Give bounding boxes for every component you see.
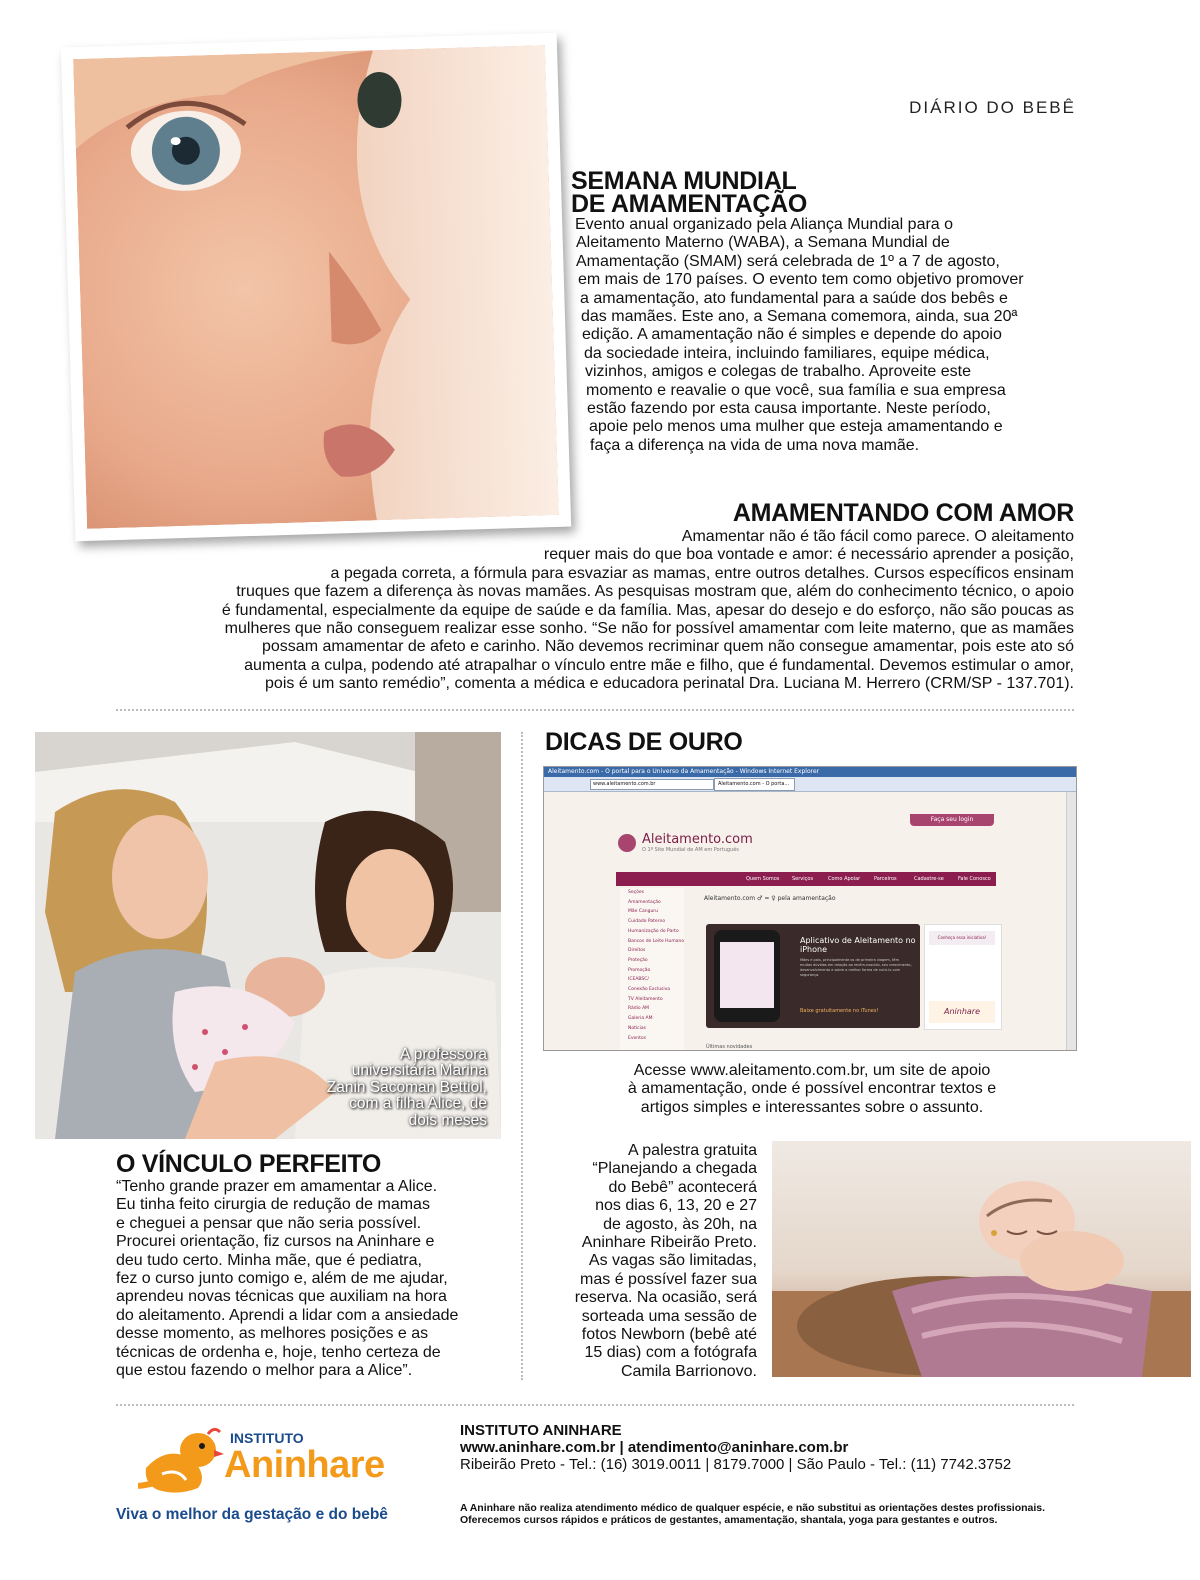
text-line: à amamentação, onde é possível encontrar textos e	[627, 1080, 997, 1098]
site-brand: Aleitamento.com	[642, 832, 753, 847]
text-line: truques que fazem a diferença às novas mamães. As pesquisas mostram que, além do conhecimento técnico, o apoio	[236, 583, 1074, 601]
palestra-text	[556, 1142, 757, 1381]
text-line: das mamães. Este ano, a Semana comemora, ainda, sua 20ª	[581, 308, 1018, 326]
site-nav-item: Serviços	[792, 876, 814, 882]
phone-icon	[714, 930, 780, 1022]
text-line: do aleitamento. Aprendi a lidar com a ansiedade	[116, 1306, 459, 1324]
semana-title-line-1: SEMANA MUNDIAL	[571, 167, 797, 195]
text-line: A palestra gratuita	[628, 1142, 757, 1159]
newborn-photo	[772, 1141, 1191, 1377]
logo-instituto: INSTITUTO	[230, 1430, 304, 1446]
divider	[116, 709, 1074, 711]
text-line: mas é possível fazer sua	[580, 1270, 757, 1288]
footer-title: INSTITUTO ANINHARE	[460, 1422, 622, 1439]
site-sidebar-item: Amamentação	[628, 899, 661, 905]
site-app-banner	[706, 924, 920, 1028]
site-sidebar-item: Rádio AM	[628, 1006, 650, 1012]
text-line: e cheguei a pensar que não seria possível.	[116, 1214, 422, 1232]
text-line: deu tudo certo. Minha mãe, que é pediatra,	[116, 1251, 422, 1269]
amamentando-text	[120, 528, 1074, 694]
site-nav-item: Como Apoiar	[828, 876, 861, 882]
breastfeeding-closeup-photo	[61, 33, 571, 541]
caption-line: universitária Marina	[351, 1062, 487, 1079]
amamentando-title: AMAMENTANDO COM AMOR	[732, 499, 1074, 527]
site-sidebar-item: Cuidado Paterno	[628, 919, 666, 925]
text-line: da sociedade inteira, incluindo familiares, equipe médica,	[584, 344, 990, 362]
text-line: requer mais do que boa vontade e amor: é necessário aprender a posição,	[543, 546, 1074, 564]
disclaimer-line: Oferecemos cursos rápidos e práticos de gestantes, amamentação, shantala, yoga para gestantes e outros.	[460, 1514, 998, 1526]
footer-web-line: www.aninhare.com.br | atendimento@aninhare.com.br	[460, 1439, 849, 1456]
disclaimer-line: A Aninhare não realiza atendimento médico de qualquer espécie, e não substitui as orientações destes profissionais.	[460, 1502, 1046, 1514]
text-line: Acesse www.aleitamento.com.br, um site de apoio	[633, 1062, 991, 1079]
text-line: As vagas são limitadas,	[588, 1252, 757, 1270]
site-logo-icon	[618, 834, 636, 852]
text-line: de agosto, às 20h, na	[603, 1215, 757, 1233]
caption-line: Zanin Sacoman Bettiol,	[326, 1078, 487, 1096]
text-line: técnicas de ordenha e, hoje, tenho certeza de	[116, 1343, 441, 1361]
text-line: Aleitamento Materno (WABA), a Semana Mundial de	[576, 234, 950, 252]
text-line: 15 dias) com a fotógrafa	[584, 1344, 757, 1362]
text-line: “Tenho grande prazer em amamentar a Alice.	[116, 1178, 438, 1195]
caption-line: com a filha Alice, de	[349, 1095, 487, 1112]
footer-disclaimer	[460, 1502, 1045, 1526]
site-sidebar-item: TV Aleitamento	[628, 996, 663, 1002]
site-sidebar-item: Humanização do Parto	[628, 928, 679, 934]
text-line: aprendeu novas técnicas que auxiliam na hora	[116, 1288, 447, 1306]
text-line: fez o curso junto comigo e, além de me ajudar,	[116, 1270, 448, 1288]
site-nav-item: Cadastre-se	[914, 876, 944, 882]
text-line: possam amamentar de afeto e carinho. Não devemos recriminar quem não consegue amamentar, pois este ato só	[262, 638, 1074, 656]
slogan: Viva o melhor da gestação e do bebê	[116, 1506, 388, 1523]
site-login-button: Faça seu login	[910, 814, 994, 826]
text-line: Eu tinha feito cirurgia de redução de mamas	[116, 1196, 430, 1214]
text-line: desse momento, as melhores posições e as	[116, 1325, 429, 1343]
site-right-ad: Aninhare	[929, 1001, 995, 1023]
text-line: é fundamental, especialmente da equipe de saúde e da família. Mas, apesar do desejo e do esforço, não são poucas as	[221, 601, 1074, 619]
text-line: edição. A amamentação não é simples e depende do apoio	[582, 326, 1002, 344]
footer-phone-line: Ribeirão Preto - Tel.: (16) 3019.0011 | 8179.7000 | São Paulo - Tel.: (11) 7742.3752	[460, 1456, 1012, 1473]
text-line: em mais de 170 países. O evento tem como objetivo promover	[578, 271, 1024, 289]
text-line: Evento anual organizado pela Aliança Mundial para o	[575, 216, 954, 233]
vinculo-text	[116, 1178, 516, 1380]
text-line: estão fazendo por esta causa importante. Neste período,	[587, 400, 991, 418]
site-right-column	[924, 924, 1002, 1030]
text-line: artigos simples e interessantes sobre o assunto.	[640, 1098, 984, 1116]
divider	[116, 1404, 1074, 1406]
text-line: Amamentação (SMAM) será celebrada de 1º a 7 de agosto,	[576, 252, 1000, 270]
text-line: faça a diferença na vida de uma nova mamãe.	[590, 436, 920, 454]
website-screenshot	[543, 766, 1077, 1051]
site-sidebar-item: Notícias	[628, 1025, 646, 1031]
site-sidebar-item: Seções	[628, 890, 644, 895]
text-line: “Planejando a chegada	[592, 1160, 757, 1178]
vinculo-title: O VÍNCULO PERFEITO	[116, 1150, 381, 1178]
site-sidebar	[620, 888, 684, 1050]
app-banner-link: Baixe gratuitamente no iTunes!	[800, 1008, 879, 1014]
text-line: vizinhos, amigos e colegas de trabalho. Aproveite este	[585, 363, 972, 381]
text-line: Procurei orientação, fiz cursos na Aninhare e	[116, 1233, 435, 1251]
text-line: Amamentar não é tão fácil como parece. O aleitamento	[681, 528, 1074, 545]
site-sidebar-item: Direitos	[628, 948, 646, 954]
site-nav-item: Quem Somos	[746, 876, 780, 882]
text-line: apoie pelo menos uma mulher que esteja amamentando e	[589, 418, 1003, 436]
semana-mundial-text	[575, 216, 1075, 455]
semana-mundial-title	[571, 167, 871, 218]
mothers-with-baby-photo	[35, 732, 501, 1139]
app-banner-text: Mães e pais, principalmente os de primeira viagem, têm muitas dúvidas em relação ao recém-nascido, seu crescimento, desenvolvimento e sobre a melhor forma de nutri-lo com segurança.	[800, 958, 912, 977]
text-line: fotos Newborn (bebê até	[581, 1326, 757, 1344]
browser-scrollbar	[1066, 792, 1076, 1050]
text-line: nos dias 6, 13, 20 e 27	[595, 1197, 757, 1215]
logo-name: Aninhare	[224, 1444, 385, 1486]
text-line: aumenta a culpa, podendo até atrapalhar o vínculo entre mãe e filho, que é fundamental. Devemos estimular o amor,	[244, 656, 1074, 674]
site-sidebar-item: Eventos	[628, 1035, 646, 1041]
site-sidebar-item: Promoção	[628, 967, 651, 973]
text-line: Aninhare Ribeirão Preto.	[581, 1234, 757, 1252]
dicas-title: DICAS DE OURO	[545, 728, 743, 756]
site-nav	[616, 872, 996, 886]
text-line: que estou fazendo o melhor para a Alice”.	[116, 1362, 413, 1380]
phone-screen	[720, 942, 774, 1008]
text-line: sorteada uma sessão de	[581, 1307, 757, 1325]
site-right-box: Conheça essa iniciativa!	[929, 931, 995, 945]
text-line: do Bebê” acontecerá	[608, 1178, 757, 1196]
text-line: Camila Barrionovo.	[620, 1362, 757, 1380]
site-tagline: O 1º Site Mundial de AM em Português	[642, 847, 739, 853]
site-sidebar-item: Mãe Canguru	[628, 909, 659, 915]
text-line: momento e reavalie o que você, sua família e sua empresa	[586, 381, 1006, 399]
browser-tab: Aleitamento.com - O porta...	[714, 778, 795, 791]
caption-line: dois meses	[408, 1111, 487, 1129]
column-divider	[521, 732, 523, 1380]
site-news-heading: Últimas novidades	[706, 1044, 753, 1050]
text-line: mulheres que não conseguem realizar esse sonho. “Se não for possível amamentar com leite materno, que as mamães	[224, 620, 1074, 638]
text-line: a pegada correta, a fórmula para esvaziar as mamas, entre outros detalhes. Cursos específicos ensinam	[330, 564, 1074, 582]
bird-icon	[138, 1424, 224, 1496]
text-line: a amamentação, ato fundamental para a saúde dos bebês e	[580, 289, 1008, 307]
site-sidebar-item: Galeria AM	[628, 1016, 653, 1022]
mothers-photo-caption	[247, 1047, 487, 1130]
site-page	[544, 792, 1066, 1050]
site-nav-item: Parceiros	[874, 876, 897, 882]
text-line: reserva. Na ocasião, será	[574, 1289, 757, 1307]
browser-url: www.aleitamento.com.br	[590, 779, 714, 790]
caption-line: A professora	[399, 1045, 487, 1063]
site-headline: Aleitamento.com ♂ = ♀ pela amamentação	[704, 895, 836, 902]
text-line: pois é um santo remédio”, comenta a médica e educadora perinatal Dra. Luciana M. Herrero (CRM/SP - 137.701).	[265, 675, 1074, 693]
semana-title-line-2: DE AMAMENTAÇÃO	[571, 190, 808, 218]
browser-title-bar: Aleitamento.com - O portal para o Universo da Amamentação - Windows Internet Explorer	[544, 767, 1076, 777]
site-sidebar-item: Conexão Exclusiva	[628, 987, 671, 993]
site-sidebar-item: Bancos de Leite Humano	[628, 938, 685, 944]
aninhare-logo	[138, 1420, 418, 1500]
app-banner-title: Aplicativo de Aleitamento no iPhone	[800, 936, 916, 954]
section-label: DIÁRIO DO BEBÊ	[909, 98, 1076, 117]
site-sidebar-item: Proteção	[628, 957, 648, 963]
site-sidebar-item: ICEABSC/	[628, 977, 649, 983]
dicas-text	[600, 1062, 1024, 1117]
site-nav-item: Fale Conosco	[958, 876, 991, 882]
